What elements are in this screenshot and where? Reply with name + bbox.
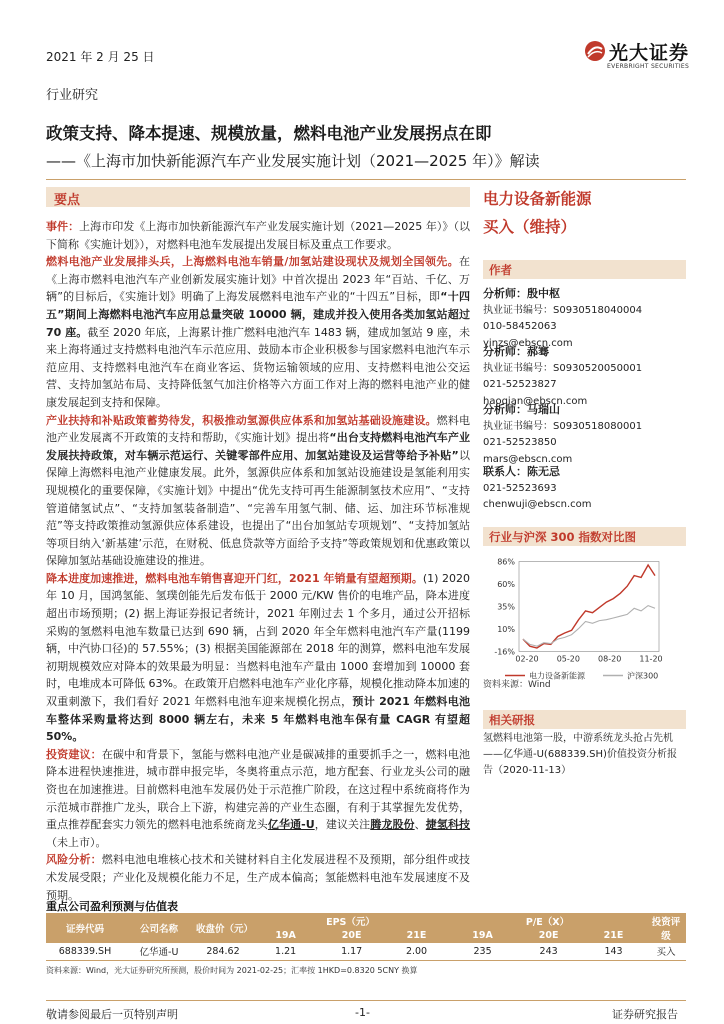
summary-body: [46, 218, 470, 904]
contact-role: 联系人：: [483, 465, 527, 478]
analyst-block-1: [483, 286, 686, 352]
forecast-table: [46, 913, 686, 961]
footer-disclaimer[interactable]: 敬请参阅最后一页特别声明: [46, 1008, 178, 1021]
analyst-role: 分析师：: [483, 287, 527, 300]
analyst-phone: 010-58452063: [483, 321, 557, 333]
risk-label: 风险分析：: [46, 853, 102, 867]
analyst-email[interactable]: yinzs@ebscn.com: [483, 337, 573, 349]
legend-label: 沪深300: [627, 671, 659, 681]
analyst-name: 郝骞: [527, 345, 549, 358]
leader-text-c: 截至 2020 年底，上海累计推广燃料电池汽车 1483 辆，建成加氢站 9 座，未来上海将通过支持燃料电池汽车示范应用、鼓励本市企业积极参与国家燃料电池汽车示范应用、支持燃料电池汽车在商业客运、货物运输领域的应用、支持燃料电池公交运营、支持加氢站布局、支持降低氢气加注价格等六方面工作对上海的燃料电池产业的健康发展起到支持和保障。: [46, 325, 471, 409]
policy-lead: 产业扶持和补贴政策蓄势待发，积极推动氢源供应体系和加氢站基础设施建设。: [46, 413, 437, 427]
investment-paragraph: [46, 746, 470, 852]
col-code: 证券代码: [46, 913, 124, 943]
cost-paragraph: [46, 570, 470, 746]
cell-code: 688339.SH: [46, 943, 124, 960]
summary-heading: 要点: [54, 193, 81, 208]
leader-text-a: 在《上海市燃料电池汽车产业创新发展实施计划》中首次提出 2023 年“百站、千亿、万辆”的目标后，《实施计划》明确了上海发展燃料电池车产业的“十四五”目标，即: [46, 255, 470, 304]
y-tick-label: 60%: [497, 580, 515, 589]
col-rating: 投资评级: [646, 913, 686, 943]
policy-text-a: 燃料电池产业发展离不开政策的支持和帮助，《实施计划》提出将: [46, 413, 471, 445]
leader-paragraph: [46, 253, 470, 411]
event-text: 上海市印发《上海市加快新能源汽车产业发展实施计划（2021—2025 年）》（以下简称《实施计划》），对燃料电池车发展提出发展目标及重点工作要求。: [46, 220, 471, 251]
leader-lead: 燃料电池产业发展排头兵，上海燃料电池车销量/加氢站建设现状及规划全国领先。: [46, 255, 459, 269]
report-title: 政策支持、降本提速、规模放量，燃料电池产业发展拐点在即: [46, 124, 492, 143]
analyst-name: 马瑞山: [527, 403, 560, 416]
col-year: 21E: [384, 928, 449, 943]
cell-eps: 1.21: [252, 943, 319, 960]
report-subtitle: ——《上海市加快新能源汽车产业发展实施计划（2021—2025 年）》解读: [46, 152, 540, 170]
summary-heading-bar: [46, 187, 470, 207]
cell-pe: 143: [581, 943, 646, 960]
legend-label: 电力设备新能源: [529, 671, 585, 681]
analyst-cert: 执业证书编号：S0930518080001: [483, 421, 643, 433]
analyst-cert: 执业证书编号：S0930518040004: [483, 305, 643, 317]
analyst-phone: 021-52523850: [483, 437, 557, 449]
investment-text-c: （未上市）。: [46, 835, 107, 849]
brand-name: 光大证券: [609, 42, 690, 64]
report-category: 行业研究: [46, 88, 99, 103]
policy-subsidy: “出台支持燃料电池汽车产业发展扶持政策，对车辆示范运行、关键零部件应用、加氢站建设及运营等给予补贴”: [46, 431, 470, 462]
investment-text-a: 在碳中和背景下，氢能与燃料电池产业是碳减排的重要抓手之一，燃料电池降本进程快速推进，城市群申报完毕，冬奥将重点示范，地方配套、行业龙头公司的融资也在加速推进。目前燃料电池车发展仍处于示范推广阶段，在这过程中系统商将作为示范城市群推广龙头，联合上下游，构建完善的产业生态圈，有利于其掌握先发优势，重点推荐配套实力领先的燃料电池系统商龙头: [46, 747, 470, 832]
analyst-role: 分析师：: [483, 403, 527, 416]
table-row: [46, 943, 686, 960]
event-paragraph: [46, 218, 470, 253]
footer-divider: [46, 1000, 686, 1001]
col-year: 20E: [319, 928, 384, 943]
x-tick-label: 02-20: [515, 654, 539, 664]
related-heading-bar: [483, 710, 686, 729]
risk-paragraph: [46, 851, 470, 904]
chart-plot-frame: [519, 562, 659, 652]
forecast-table-title: 重点公司盈利预测与估值表: [46, 900, 178, 913]
investment-text-b: ，建议关注: [314, 818, 371, 832]
leader-target: “十四五”期间上海燃料电池汽车应用总量突破 10000 辆，建成并投入使用各类加氢站超过 70 座。: [46, 290, 470, 339]
col-price: 收盘价（元）: [194, 913, 252, 943]
series-line-sector: [523, 565, 655, 648]
policy-paragraph: [46, 412, 470, 570]
y-tick-label: 10%: [497, 625, 515, 634]
y-tick-label: 86%: [497, 557, 515, 567]
cell-name: 亿华通-U: [124, 943, 194, 960]
sector-name: 电力设备新能源: [483, 190, 592, 208]
cost-lead: 降本进度加速推进，燃料电池车销售喜迎开门红，2021 年销量有望超预期。: [46, 571, 423, 585]
footer-report-type: 证券研究报告: [612, 1008, 678, 1021]
contact-block: [483, 464, 686, 514]
col-year: 21E: [581, 928, 646, 943]
chart-source: 资料来源：Wind: [483, 680, 551, 690]
analyst-block-3: [483, 402, 686, 468]
cell-rating: 买入: [646, 943, 686, 960]
company-link-yihuatong[interactable]: 亿华通-U: [267, 818, 315, 832]
analyst-email[interactable]: mars@ebscn.com: [483, 453, 573, 465]
brand-name-en: EVERBRIGHT SECURITIES: [607, 63, 690, 70]
analyst-cert: 执业证书编号：S0930520050001: [483, 363, 643, 375]
col-pe: P/E（X）: [449, 913, 646, 928]
investment-rating: 买入（维持）: [483, 218, 577, 236]
contact-name: 陈无忌: [527, 465, 560, 478]
contact-phone: 021-52523693: [483, 483, 557, 495]
cost-text-a: (1) 2020 年 10 月，国鸿氢能、氢璞创能先后发布低于 2000 元/KW 售价的电堆产品，降本进度超出市场预期；(2) 据上海证券报记者统计，2021 年刚过去 1 个多月，通过公开招标采购的氢燃料电池车数量已达到 690 辆，占到 2020 年全年燃料电池汽车产量(1199 辆，中汽协口径)的 57.55%；(3) 根据美国能源部在 2018 年的测算，燃料电池车发展初期规模效应对降本的效果最为明显：当燃料电池车产量由 1000 套增加到 10000 套时，电堆成本可降低 63%。在政策开启燃料电池车产业化序幕，规模化推动降本加速的双重刺激下，我们看好 2021 年燃料电池车迎来规模化拐点，: [46, 571, 470, 709]
cell-eps: 1.17: [319, 943, 384, 960]
related-report-link[interactable]: 氢燃料电池第一股，中游系统龙头抢占先机——亿华通-U(688339.SH)价值投资分析报告（2020-11-13）: [483, 733, 677, 776]
page-number: -1-: [355, 1006, 370, 1019]
col-year: 19A: [252, 928, 319, 943]
table-note: 资料来源：Wind，光大证券研究所预测，股价时间为 2021-02-25；汇率按 1HKD=0.8320 5CNY 换算: [46, 966, 418, 975]
authors-heading: 作者: [489, 263, 512, 277]
cell-pe: 243: [516, 943, 581, 960]
col-year: 19A: [449, 928, 516, 943]
chart-heading: 行业与沪深 300 指数对比图: [489, 530, 637, 544]
cost-forecast: 预计 2021 年燃料电池车整体采购量将达到 8000 辆左右，未来 5 年燃料电池车保有量 CAGR 有望超 50%。: [46, 695, 470, 744]
company-link-jieqing[interactable]: 捷氢科技: [425, 818, 471, 832]
x-tick-label: 11-20: [639, 654, 663, 664]
cell-pe: 235: [449, 943, 516, 960]
rating-block: [483, 187, 686, 237]
analyst-email[interactable]: haoqian@ebscn.com: [483, 395, 588, 407]
y-tick-label: 35%: [497, 602, 515, 612]
cell-eps: 2.00: [384, 943, 449, 960]
x-tick-label: 05-20: [556, 654, 580, 664]
investment-separator: 、: [414, 818, 426, 832]
company-link-tenglong[interactable]: 腾龙股份: [370, 818, 415, 832]
analyst-role: 分析师：: [483, 345, 527, 358]
col-year: 20E: [516, 928, 581, 943]
risk-text: 燃料电池电堆核心技术和关键材料自主化发展进程不及预期，部分组件或技术发展受限；产业化及规模化能力不足，生产成本偏高；氢能燃料电池车发展速度不及预期。: [46, 853, 470, 902]
everbright-logo-icon: [584, 40, 606, 62]
related-heading: 相关研报: [489, 713, 535, 727]
authors-heading-bar: [483, 260, 686, 279]
event-label: 事件：: [46, 220, 80, 233]
x-tick-label: 08-20: [598, 654, 622, 664]
index-comparison-chart: [483, 545, 686, 690]
y-tick-label: -16%: [494, 647, 515, 657]
cell-price: 284.62: [194, 943, 252, 960]
policy-text-c: 以保障上海燃料电池产业健康发展。此外，氢源供应体系和加氢站设施建设是氢能利用实现规模化的重要保障，《实施计划》中提出“优先支持可再生能源制氢技术应用”、“支持管道储氢试点”、“支持加氢装备制造”、“完善车用氢气制、储、运、加注环节标准规范”等支持政策推动氢源供应体系建设，也提出了“出台加氢站专项规划”、“支持加氢站等项目纳入‘新基建’示范，在财税、低息贷款等方面给予支持”等政策规划和优惠政策以保障加氢站基础设施建设的推进。: [46, 448, 470, 568]
col-eps: EPS（元）: [252, 913, 449, 928]
header-divider: [46, 179, 686, 180]
investment-label: 投资建议：: [46, 747, 102, 761]
analyst-phone: 021-52523827: [483, 379, 557, 391]
chart-heading-bar: [483, 527, 686, 546]
contact-email[interactable]: chenwuji@ebscn.com: [483, 499, 592, 511]
analyst-block-2: [483, 344, 686, 410]
col-name: 公司名称: [124, 913, 194, 943]
analyst-name: 殷中枢: [527, 287, 560, 300]
report-date: 2021 年 2 月 25 日: [46, 50, 155, 64]
